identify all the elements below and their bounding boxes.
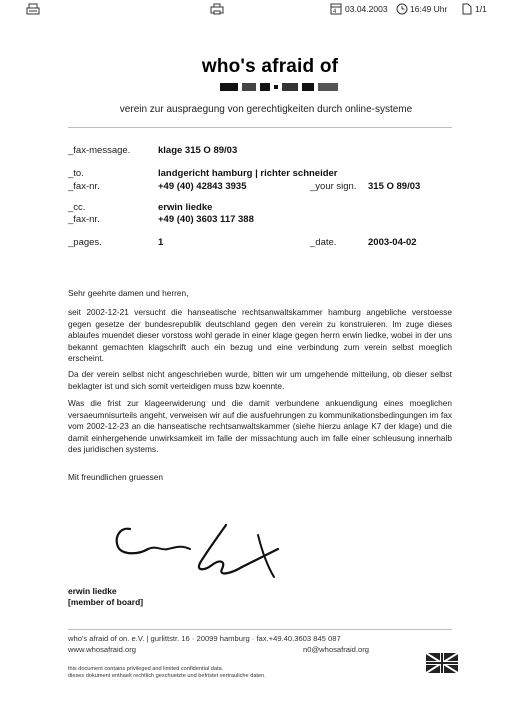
- footer-email[interactable]: n0@whosafraid.org: [303, 645, 369, 654]
- paragraph-3: Was die frist zur klageerwiderung und die damit verbundene ankuendigung eines moeglichen versaeumnisurteils angeht, verweisen wir auf die ausfuehrungen zu kommunikationsbedingungen im fax vom 2002-12-23 an die hanseatische rechtsanwaltskammer (siehe hierzu anlage K7 der klage) und die damit einhergehende unwirksamkeit im falle der missachtung auch im falle einer schleusung innerhalb des juridischen systems.: [68, 398, 452, 454]
- page-icon: [462, 3, 472, 15]
- date-value: 2003-04-02: [368, 237, 417, 248]
- to-fax-label: _fax-nr.: [68, 181, 100, 192]
- cc-value: erwin liedke: [158, 202, 213, 213]
- fax-message-label: _fax-message.: [68, 145, 131, 156]
- disclaimer-english: this document contains privileged and limited confidential data.: [68, 666, 224, 672]
- salutation: Sehr geehrte damen und herren,: [68, 288, 189, 298]
- cc-fax-label: _fax-nr.: [68, 214, 100, 225]
- paragraph-2: Da der verein selbst nicht angeschrieben wurde, bitten wir um umgehende mitteilung, ob dieser selbst beklagter ist und sich somit verteidigen muss bzw koennte.: [68, 369, 452, 391]
- pages-label: _pages.: [68, 237, 102, 248]
- cc-fax-value: +49 (40) 3603 117 388: [158, 214, 254, 225]
- date-label: _date.: [310, 237, 337, 248]
- handwritten-signature: [108, 515, 298, 587]
- cc-label: _cc.: [68, 202, 86, 213]
- your-sign-label: _your sign.: [310, 181, 357, 192]
- fax-date: 03.04.2003: [345, 4, 388, 14]
- footer-divider: [68, 629, 452, 630]
- disclaimer-german: dieses dokument enthaelt rechtlich geschuetzte und befristet vertrauliche daten.: [68, 673, 266, 679]
- to-value: landgericht hamburg | richter schneider: [158, 168, 338, 179]
- your-sign-value: 315 O 89/03: [368, 181, 421, 192]
- signer-role: [member of board]: [68, 597, 144, 607]
- fax-message-value: klage 315 O 89/03: [158, 145, 238, 156]
- footer-address: who's afraid of on. e.V. | gurlittstr. 16 · 20099 hamburg · fax.+49.40.3603 845 087: [68, 634, 341, 643]
- paragraph-1: seit 2002-12-21 versucht die hanseatische rechtsanwaltskammer hamburg angebliche verstoesse gegen gesetze der bundesrepublik deutschland gegen den verein zu konstruieren. Im zuge dieses ablaufes muendet dieser vorstoss wohl gerade in einer klage gegen herrn erwin liedke, wobei in der uns bekannt gemachten klagschrift auch ein bezug und eine verbindung zum verein selbst moeglich erscheint.: [68, 307, 452, 363]
- calendar-icon: [330, 3, 342, 15]
- logo-pattern: [220, 81, 340, 93]
- fax-time: 16:49 Uhr: [410, 4, 448, 14]
- signer-name: erwin liedke: [68, 586, 117, 596]
- to-label: _to.: [68, 168, 84, 179]
- tagline: verein zur auspraegung von gerechtigkeiten durch online-systeme: [119, 104, 413, 115]
- printer-icon: [210, 3, 224, 15]
- header-divider: [68, 127, 452, 128]
- fax-machine-icon: [26, 3, 40, 15]
- logo: who's afraid of: [201, 56, 339, 77]
- to-fax-value: +49 (40) 42843 3935: [158, 181, 247, 192]
- flag-emblem-icon: [426, 653, 458, 673]
- footer-website[interactable]: www.whosafraid.org: [68, 645, 136, 654]
- clock-icon: [396, 3, 408, 15]
- pages-value: 1: [158, 237, 164, 248]
- closing: Mit freundlichen gruessen: [68, 472, 164, 482]
- svg-text:4: 4: [333, 9, 337, 15]
- fax-page-count: 1/1: [475, 4, 487, 14]
